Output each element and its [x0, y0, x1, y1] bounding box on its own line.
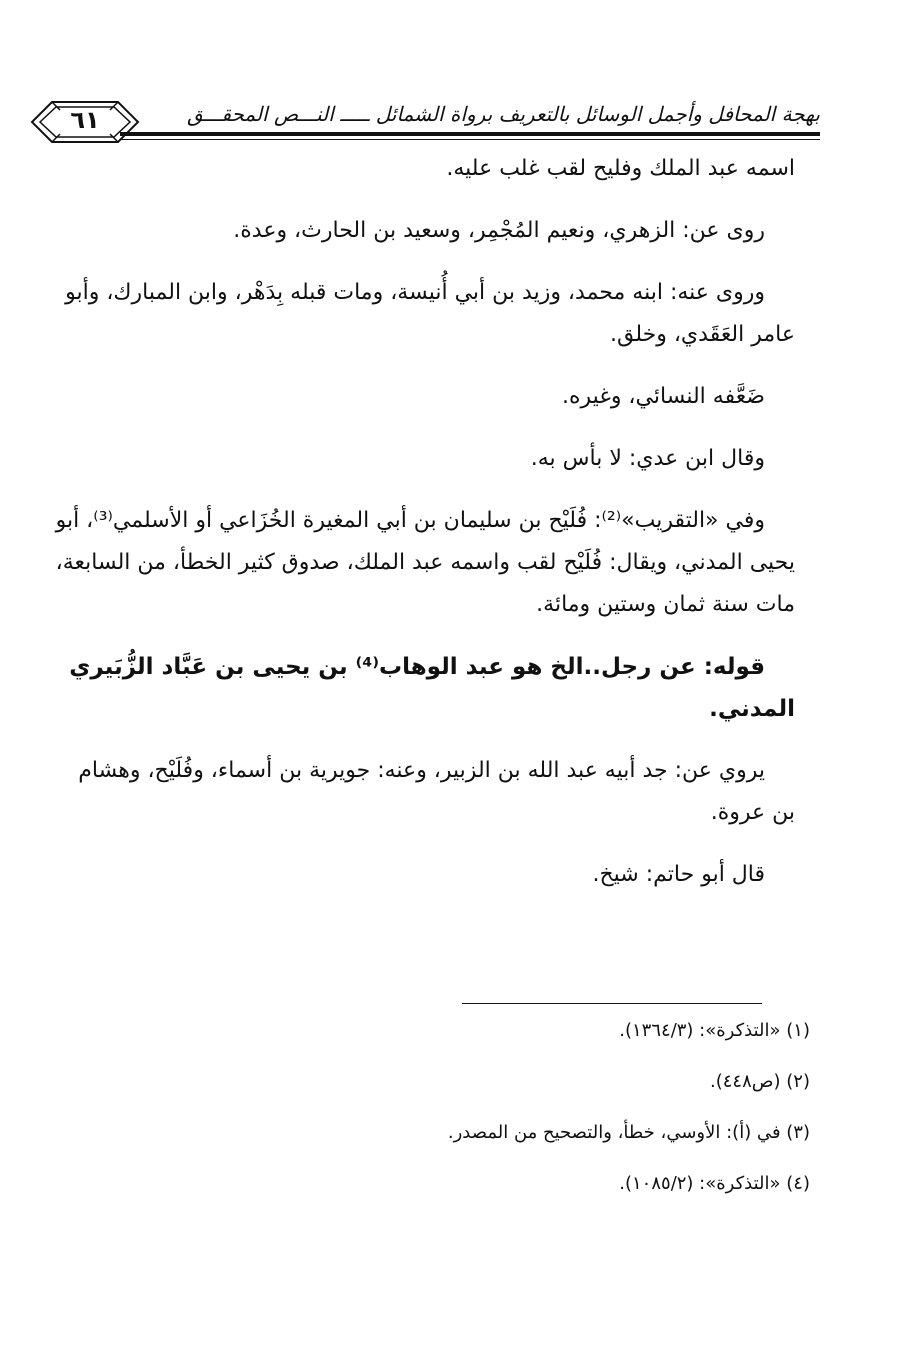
footnote: (٢) (ص٤٤٨). [710, 1071, 810, 1092]
page-number-badge [30, 98, 140, 146]
paragraph: روى عن: الزهري، ونعيم المُجْمِر، وسعيد بن الحارث، وعدة. [233, 218, 765, 243]
footnote: (٣) في (أ): الأوسي، خطأ، والتصحيح من المصدر. [447, 1122, 810, 1143]
running-title: بهجة المحافل وأجمل الوسائل بالتعريف برواة الشمائل ـــــ النـــص المحقـــق [187, 102, 820, 126]
footnote-separator [462, 1003, 762, 1004]
header-rule-thin [120, 139, 820, 140]
page-number: ٦١ [70, 106, 100, 134]
main-text [55, 148, 795, 916]
paragraph: وروى عنه: ابنه محمد، وزيد بن أبي أُنيسة، ومات قبله بِدَهْر، وابن المبارك، وأبو عامر العَقَدي، وخلق. [65, 280, 795, 347]
footnote: (٤) «التذكرة»: (١٠٨٥/٢). [619, 1173, 810, 1194]
paragraph: وفي «التقريب»⁽²⁾: فُلَيْح بن سليمان بن أبي المغيرة الخُزَاعي أو الأسلمي⁽³⁾، أبو يحيى المدني، ويقال: فُلَيْح لقب واسمه عبد الملك، صدوق كثير الخطأ، من السابعة، مات سنة ثمان وستين ومائة. [55, 508, 795, 617]
paragraph: وقال ابن عدي: لا بأس به. [530, 446, 765, 471]
paragraph: قال أبو حاتم: شيخ. [592, 862, 765, 887]
paragraph: ضَعَّفه النسائي، وغيره. [562, 384, 765, 409]
footnotes [300, 1018, 810, 1222]
footnote: (١) «التذكرة»: (١٣٦٤/٣). [619, 1020, 810, 1041]
paragraph: يروي عن: جد أبيه عبد الله بن الزبير، وعنه: جويرية بن أسماء، وفُلَيْح، وهشام بن عروة. [78, 758, 795, 825]
header-rule [120, 132, 820, 136]
page-header [30, 88, 820, 150]
paragraph-heading: قوله: عن رجل..الخ هو عبد الوهاب⁽⁴⁾ بن يحيى بن عَبَّاد الزُّبَيري المدني. [69, 654, 795, 722]
paragraph: اسمه عبد الملك وفليح لقب غلب عليه. [446, 156, 795, 181]
